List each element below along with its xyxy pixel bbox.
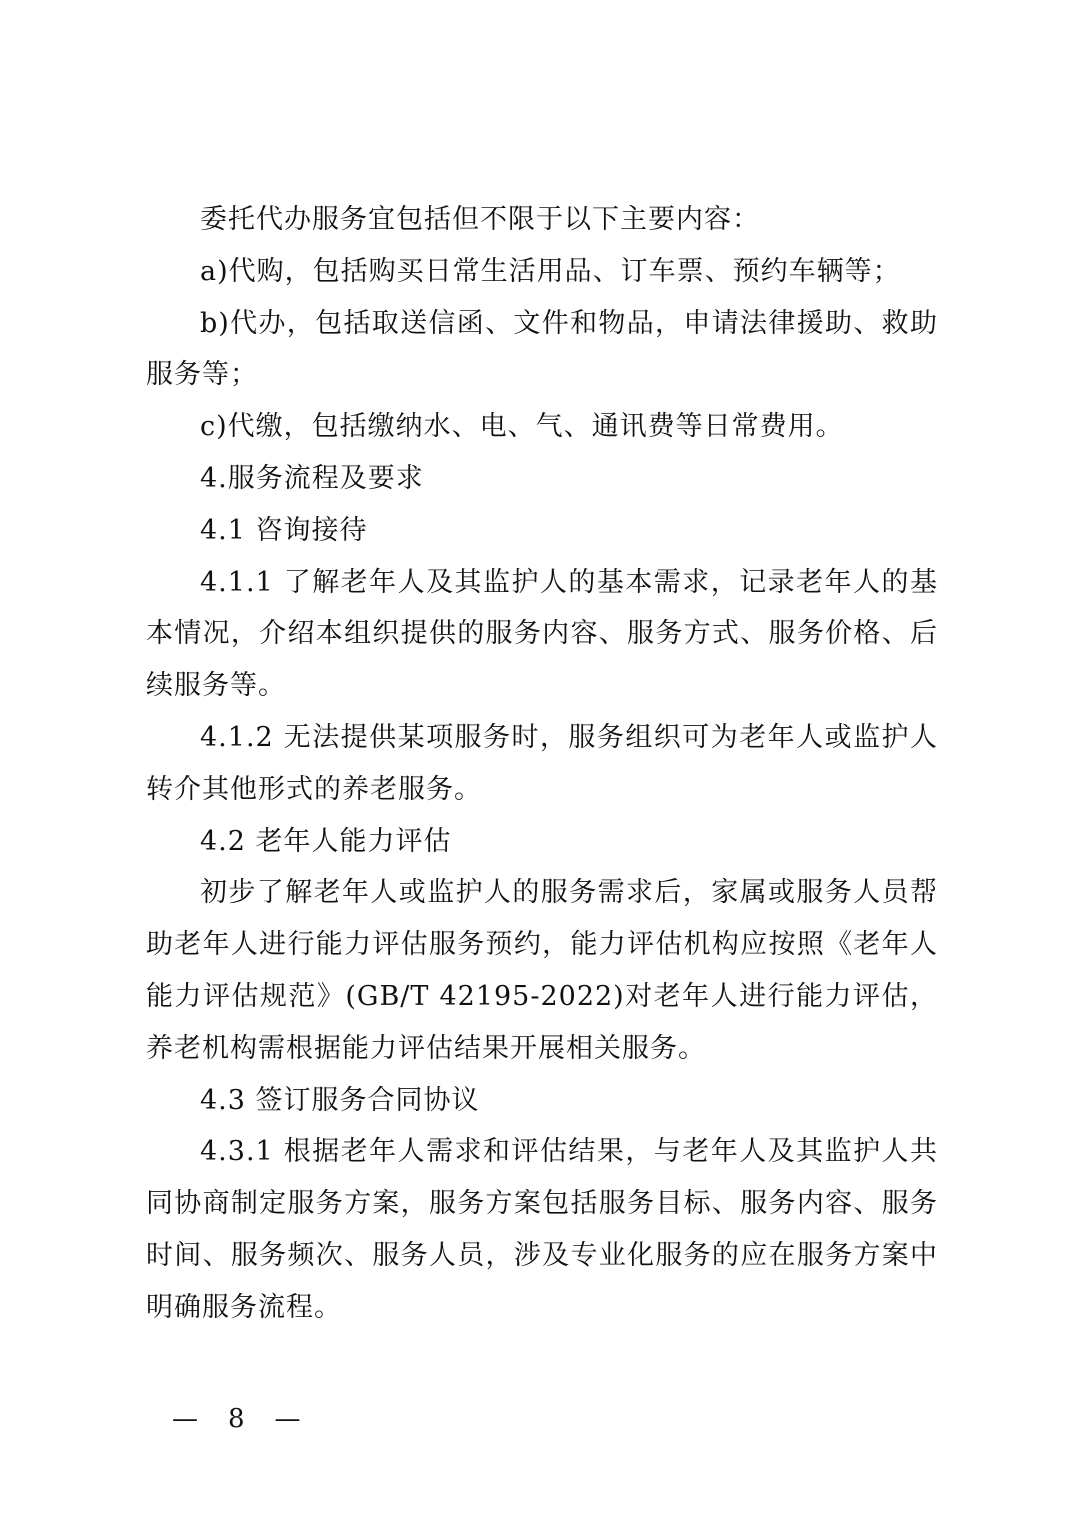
- list-item-a: a)代购，包括购买日常生活用品、订车票、预约车辆等；: [200, 255, 901, 287]
- list-item-b: b)代办，包括取送信函、文件和物品，申请法律援助、救助服务等；: [146, 307, 938, 391]
- page-number: 8: [227, 1404, 245, 1434]
- section-heading-4-1: 4.1 咨询接待: [200, 514, 368, 546]
- paragraph-intro: 委托代办服务宜包括但不限于以下主要内容：: [200, 204, 760, 235]
- footer-dash-left: —: [172, 1404, 198, 1434]
- section-heading-4-2: 4.2 老年人能力评估: [200, 825, 452, 857]
- section-heading-4-3: 4.3 签订服务合同协议: [200, 1084, 480, 1116]
- section-heading-4: 4.服务流程及要求: [200, 462, 424, 494]
- page-footer: [170, 1399, 303, 1439]
- paragraph-4-3-1: 4.3.1 根据老年人需求和评估结果，与老年人及其监护人共同协商制定服务方案，服务方案包括服务目标、服务内容、服务时间、服务频次、服务人员，涉及专业化服务的应在服务方案中明确服务流程。: [146, 1136, 938, 1323]
- paragraph-4-1-1: 4.1.1 了解老年人及其监护人的基本需求，记录老年人的基本情况，介绍本组织提供的服务内容、服务方式、服务价格、后续服务等。: [146, 566, 938, 702]
- paragraph-4-1-2: 4.1.2 无法提供某项服务时，服务组织可为老年人或监护人转介其他形式的养老服务。: [146, 721, 938, 805]
- document-body: [146, 194, 938, 1334]
- footer-dash-right: —: [274, 1404, 301, 1434]
- paragraph-4-2: 初步了解老年人或监护人的服务需求后，家属或服务人员帮助老年人进行能力评估服务预约，能力评估机构应按照《老年人能力评估规范》(GB/T 42195-2022)对老年人进行能力评估，养老机构需根据能力评估结果开展相关服务。: [146, 877, 938, 1064]
- list-item-c: c)代缴，包括缴纳水、电、气、通讯费等日常费用。: [200, 411, 844, 443]
